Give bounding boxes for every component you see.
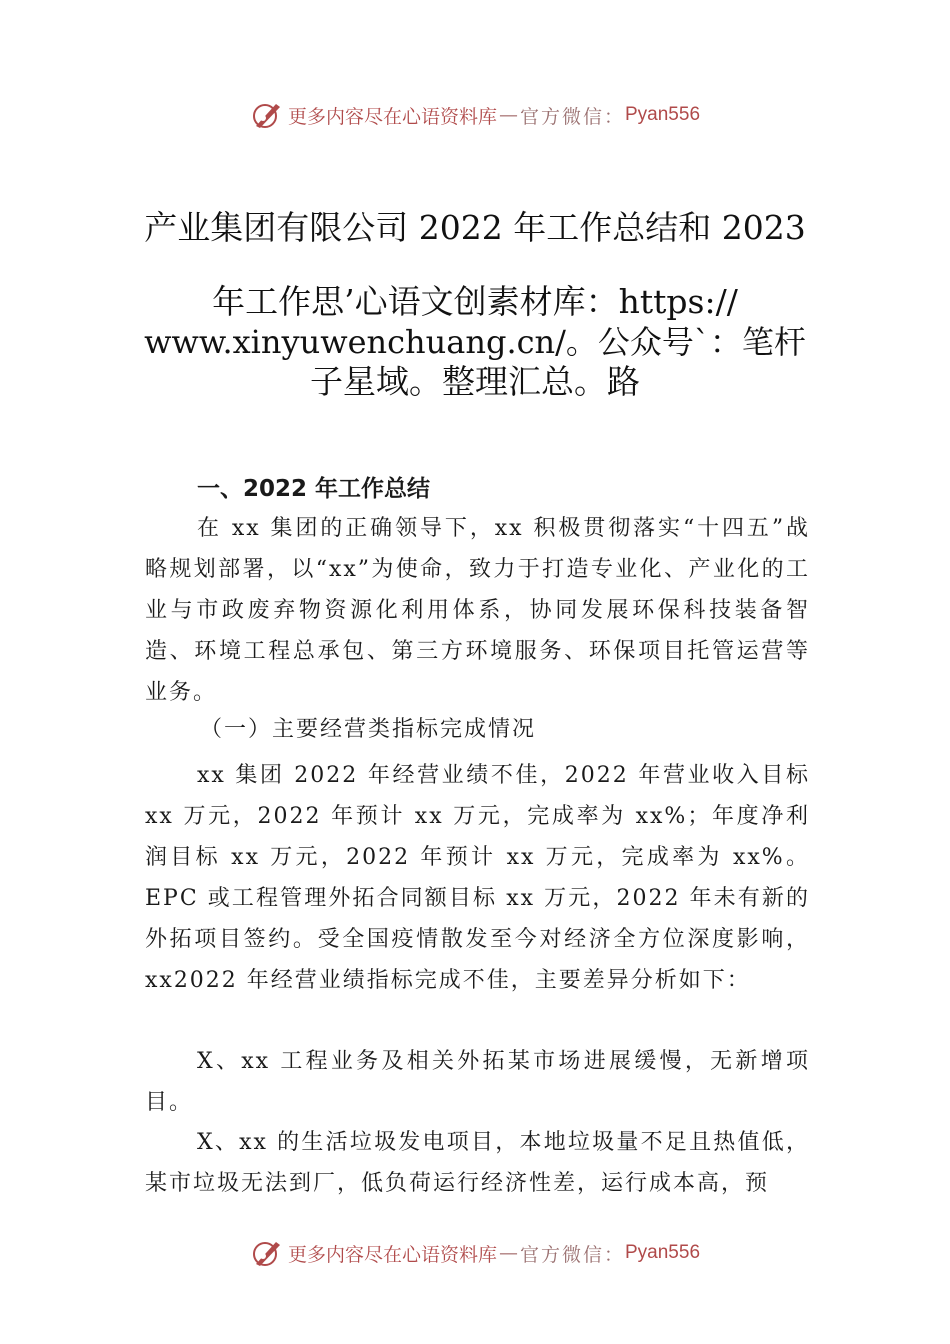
doc-title-line1: 产业集团有限公司 2022 年工作总结和 2023: [144, 208, 806, 247]
pen-logo-icon: [250, 98, 284, 132]
intro-paragraph: 在 xx 集团的正确领导下，xx 积极贯彻落实“十四五”战略规划部署，以“xx”为使命，致力于打造专业化、产业化的工业与市政废弃物资源化利用体系，协同发展环保科技装备智造、环境工程总承包、第三方环境服务、环保项目托管运营等业务。: [145, 516, 810, 705]
watermark-main: 更多内容尽在心语资料库: [287, 105, 497, 128]
watermark-dash: —: [498, 104, 518, 126]
subsection-heading: （一）主要经营类指标完成情况: [200, 717, 537, 742]
watermark-id: Pyan556: [625, 104, 701, 125]
indicator-paragraph: xx 集团 2022 年经营业绩不佳，2022 年营业收入目标 xx 万元，2022 年预计 xx 万元，完成率为 xx%；年度净利润目标 xx 万元，2022 年预计 xx 万元，完成率为 xx%。EPC 或工程管理外拓合同额目标 xx 万元，2022 年未有新的外拓项目签约。受全国疫情散发至今对经济全方位深度影响， xx2022 年经营业绩指标完成不佳，主要差异分析如下：: [145, 763, 810, 993]
pen-logo-icon: [250, 1236, 284, 1270]
doc-title-line3: www.xinyuwenchuang.cn/。公众号`：笔杆: [144, 323, 806, 361]
watermark-header: [0, 98, 950, 132]
section-heading: 一、2022 年工作总结: [197, 476, 431, 502]
watermark-footer: [0, 1236, 950, 1270]
watermark-sub: 官方微信：: [519, 1243, 625, 1266]
doc-title-line4: 子星域。整理汇总。路: [310, 362, 640, 401]
analysis-item-2: X、xx 的生活垃圾发电项目，本地垃圾量不足且热值低，某市垃圾无法到厂，低负荷运行经济性差，运行成本高，预: [145, 1130, 810, 1196]
watermark-main: 更多内容尽在心语资料库: [287, 1243, 497, 1266]
watermark-id: Pyan556: [625, 1242, 701, 1263]
watermark-sub: 官方微信：: [519, 105, 625, 128]
watermark-dash: —: [498, 1242, 518, 1264]
analysis-item-1: X、xx 工程业务及相关外拓某市场进展缓慢，无新增项目。: [145, 1049, 810, 1115]
doc-title-line2: 年工作思’心语文创素材库：https://: [212, 282, 738, 321]
